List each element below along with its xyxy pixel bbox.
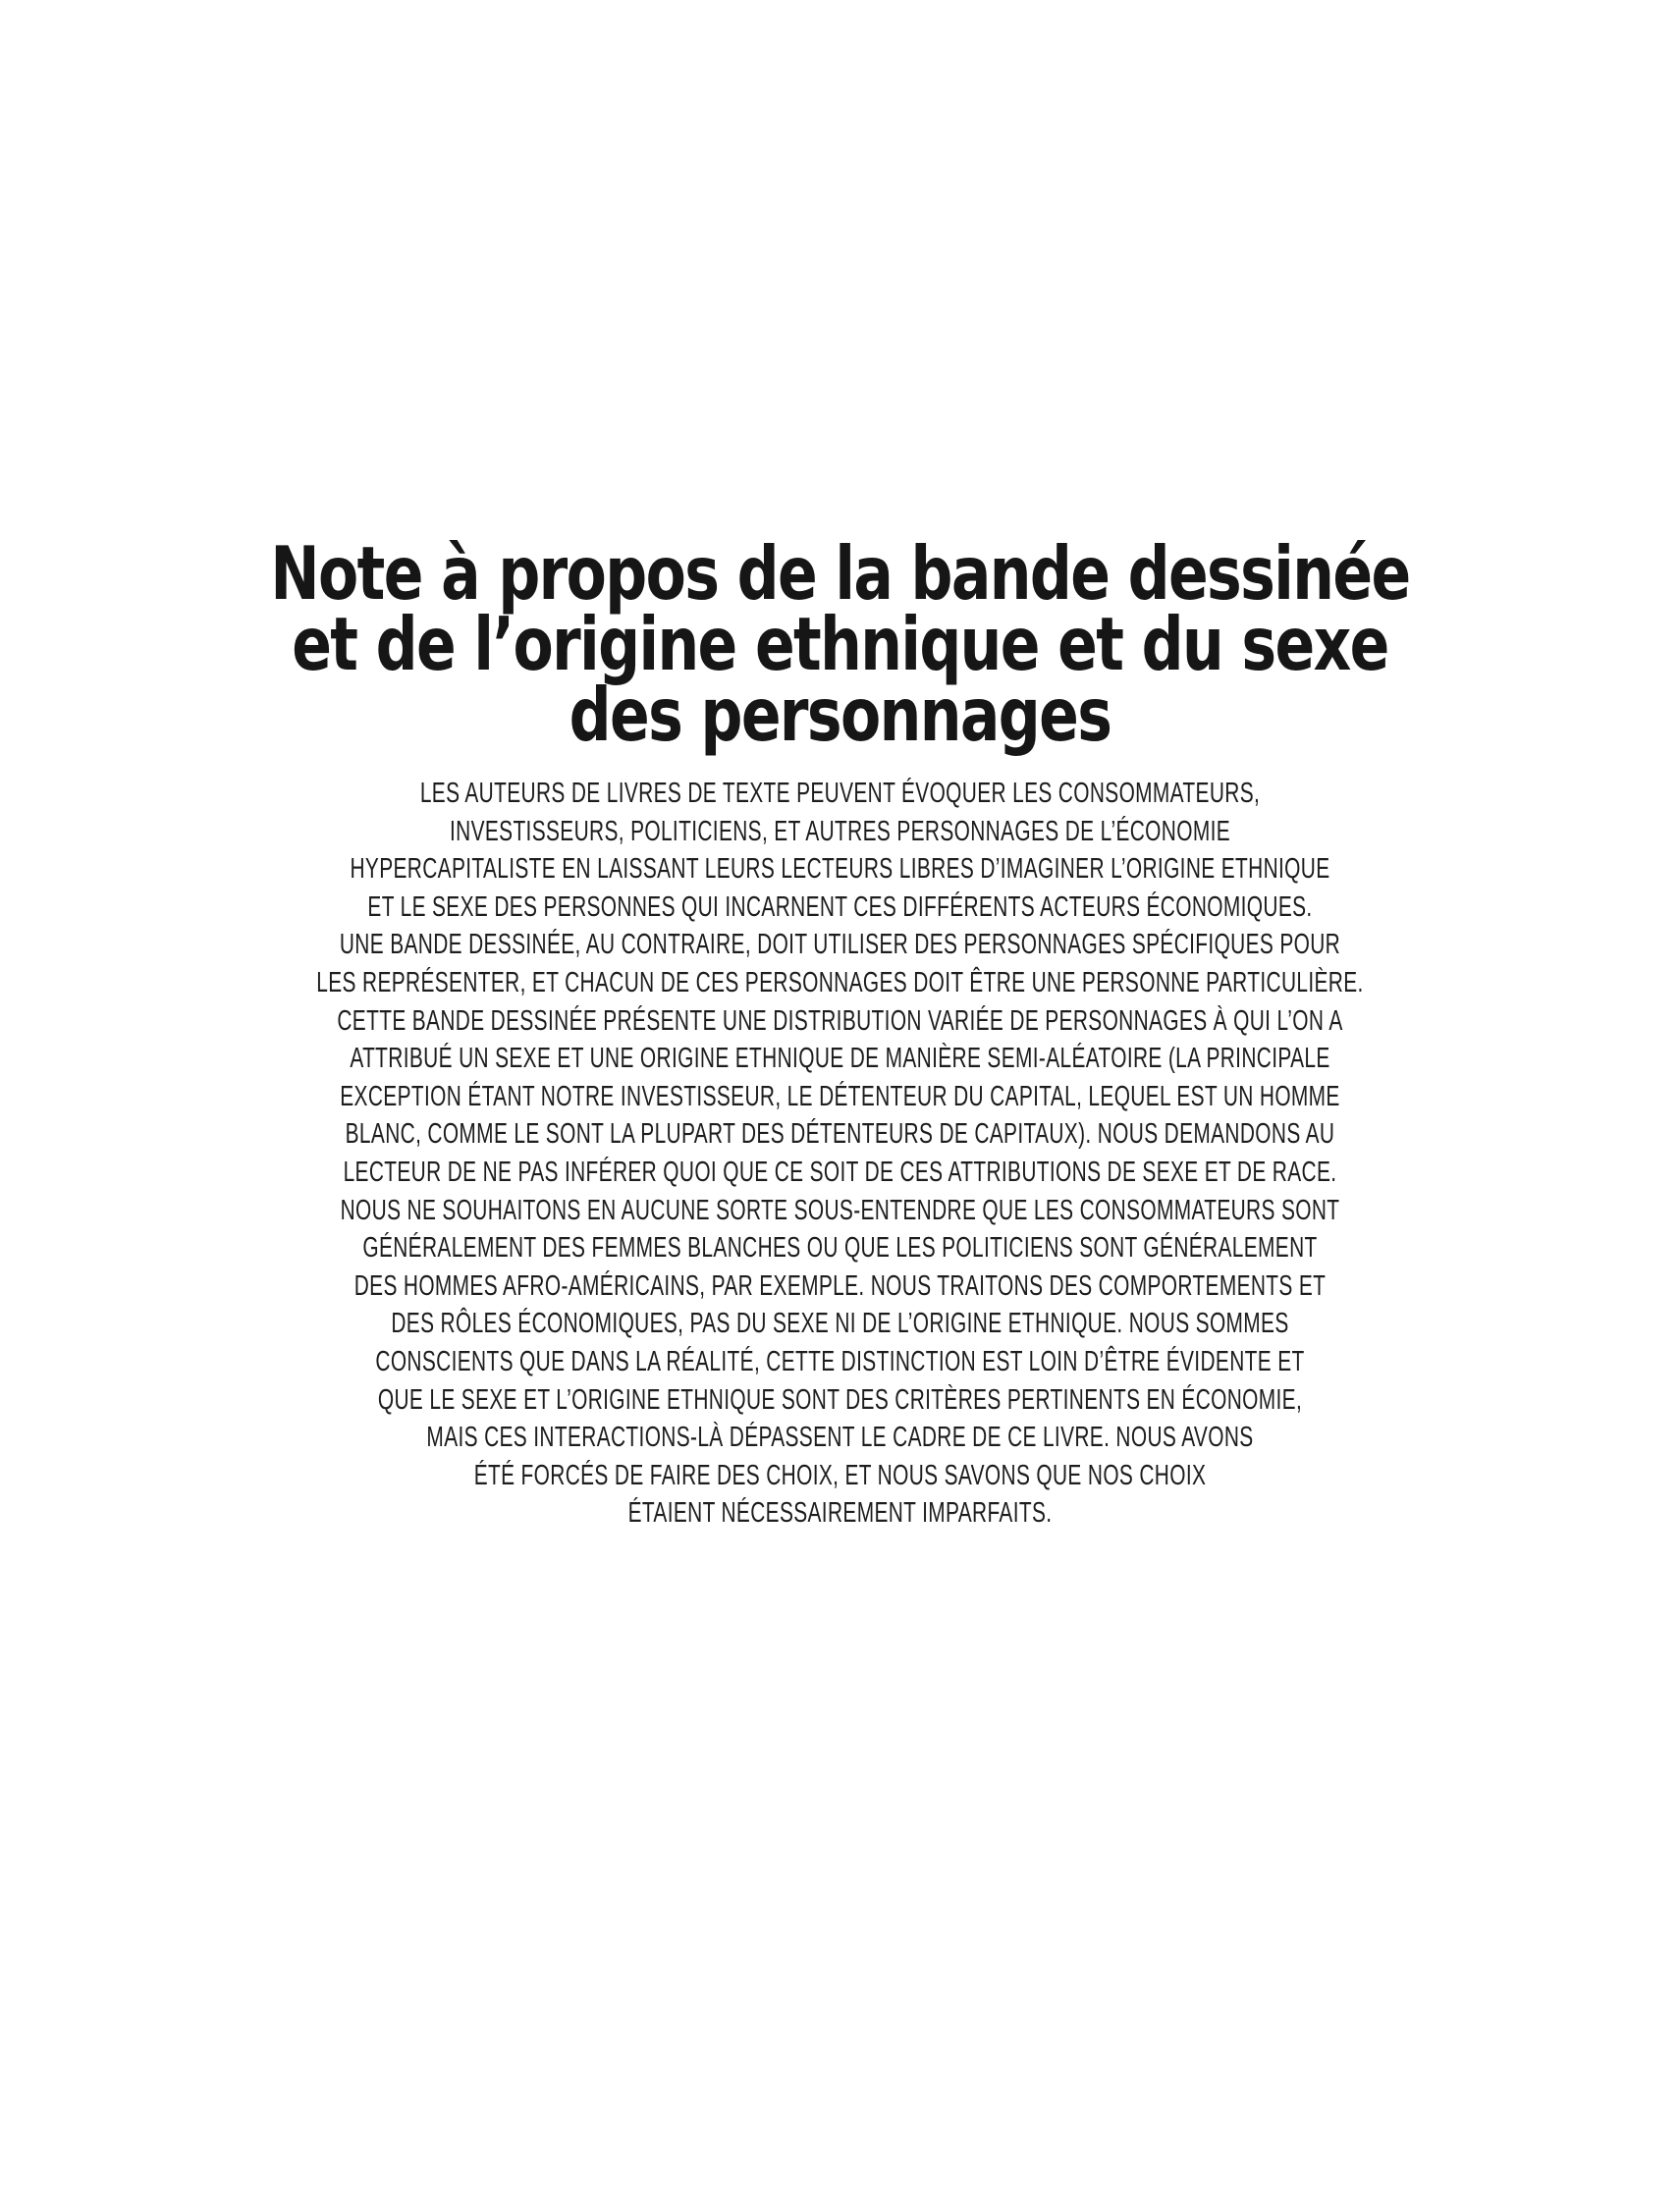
note-text-line: MAIS CES INTERACTIONS-LÀ DÉPASSENT LE CADRE DE CE LIVRE. NOUS AVONS xyxy=(426,1422,1254,1454)
note-text-line: EXCEPTION ÉTANT NOTRE INVESTISSEUR, LE DÉTENTEUR DU CAPITAL, LEQUEL EST UN HOMME xyxy=(340,1080,1340,1112)
note-paragraph xyxy=(236,775,1445,1533)
page-title-line-1: Note à propos de la bande dessinée xyxy=(270,530,1410,617)
note-text-line: LECTEUR DE NE PAS INFÉRER QUOI QUE CE SOIT DE CES ATTRIBUTIONS DE SEXE ET DE RACE. xyxy=(343,1156,1337,1188)
note-text-line: DES RÔLES ÉCONOMIQUES, PAS DU SEXE NI DE L’ORIGINE ETHNIQUE. NOUS SOMMES xyxy=(391,1308,1289,1340)
page-title-line-2: et de l’origine ethnique et du sexe xyxy=(292,601,1388,687)
note-text-line: CETTE BANDE DESSINÉE PRÉSENTE UNE DISTRIBUTION VARIÉE DE PERSONNAGES À QUI L’ON A xyxy=(337,1004,1343,1037)
note-text-line: ÉTÉ FORCÉS DE FAIRE DES CHOIX, ET NOUS SAVONS QUE NOS CHOIX xyxy=(473,1459,1207,1491)
page-title-line-3: des personnages xyxy=(569,672,1111,758)
note-text-line: ATTRIBUÉ UN SEXE ET UNE ORIGINE ETHNIQUE DE MANIÈRE SEMI-ALÉATOIRE (LA PRINCIPALE xyxy=(350,1043,1330,1075)
note-text-line: HYPERCAPITALISTE EN LAISSANT LEURS LECTEURS LIBRES D’IMAGINER L’ORIGINE ETHNIQUE xyxy=(350,853,1330,886)
note-text-line: CONSCIENTS QUE DANS LA RÉALITÉ, CETTE DISTINCTION EST LOIN D’ÊTRE ÉVIDENTE ET xyxy=(375,1345,1305,1377)
note-text-line: QUE LE SEXE ET L’ORIGINE ETHNIQUE SONT DES CRITÈRES PERTINENTS EN ÉCONOMIE, xyxy=(377,1383,1303,1416)
note-text-line: ÉTAIENT NÉCESSAIREMENT IMPARFAITS. xyxy=(627,1497,1053,1530)
note-text-line: UNE BANDE DESSINÉE, AU CONTRAIRE, DOIT UTILISER DES PERSONNAGES SPÉCIFIQUES POUR xyxy=(339,929,1341,961)
note-text-line: DES HOMMES AFRO-AMÉRICAINS, PAR EXEMPLE. NOUS TRAITONS DES COMPORTEMENTS ET xyxy=(353,1269,1327,1302)
note-text-line: BLANC, COMME LE SONT LA PLUPART DES DÉTENTEURS DE CAPITAUX). NOUS DEMANDONS AU xyxy=(345,1118,1335,1151)
note-text-line: LES REPRÉSENTER, ET CHACUN DE CES PERSONNAGES DOIT ÊTRE UNE PERSONNE PARTICULIÈRE. xyxy=(316,966,1364,998)
page-title xyxy=(168,530,1512,758)
note-text-line: INVESTISSEURS, POLITICIENS, ET AUTRES PERSONNAGES DE L’ÉCONOMIE xyxy=(449,815,1231,847)
note-text-line: LES AUTEURS DE LIVRES DE TEXTE PEUVENT ÉVOQUER LES CONSOMMATEURS, xyxy=(419,778,1261,809)
note-text-line: ET LE SEXE DES PERSONNES QUI INCARNENT CES DIFFÉRENTS ACTEURS ÉCONOMIQUES. xyxy=(367,890,1313,923)
note-text-line: GÉNÉRALEMENT DES FEMMES BLANCHES OU QUE LES POLITICIENS SONT GÉNÉRALEMENT xyxy=(362,1232,1318,1265)
note-text-line: NOUS NE SOUHAITONS EN AUCUNE SORTE SOUS-ENTENDRE QUE LES CONSOMMATEURS SONT xyxy=(340,1194,1340,1226)
